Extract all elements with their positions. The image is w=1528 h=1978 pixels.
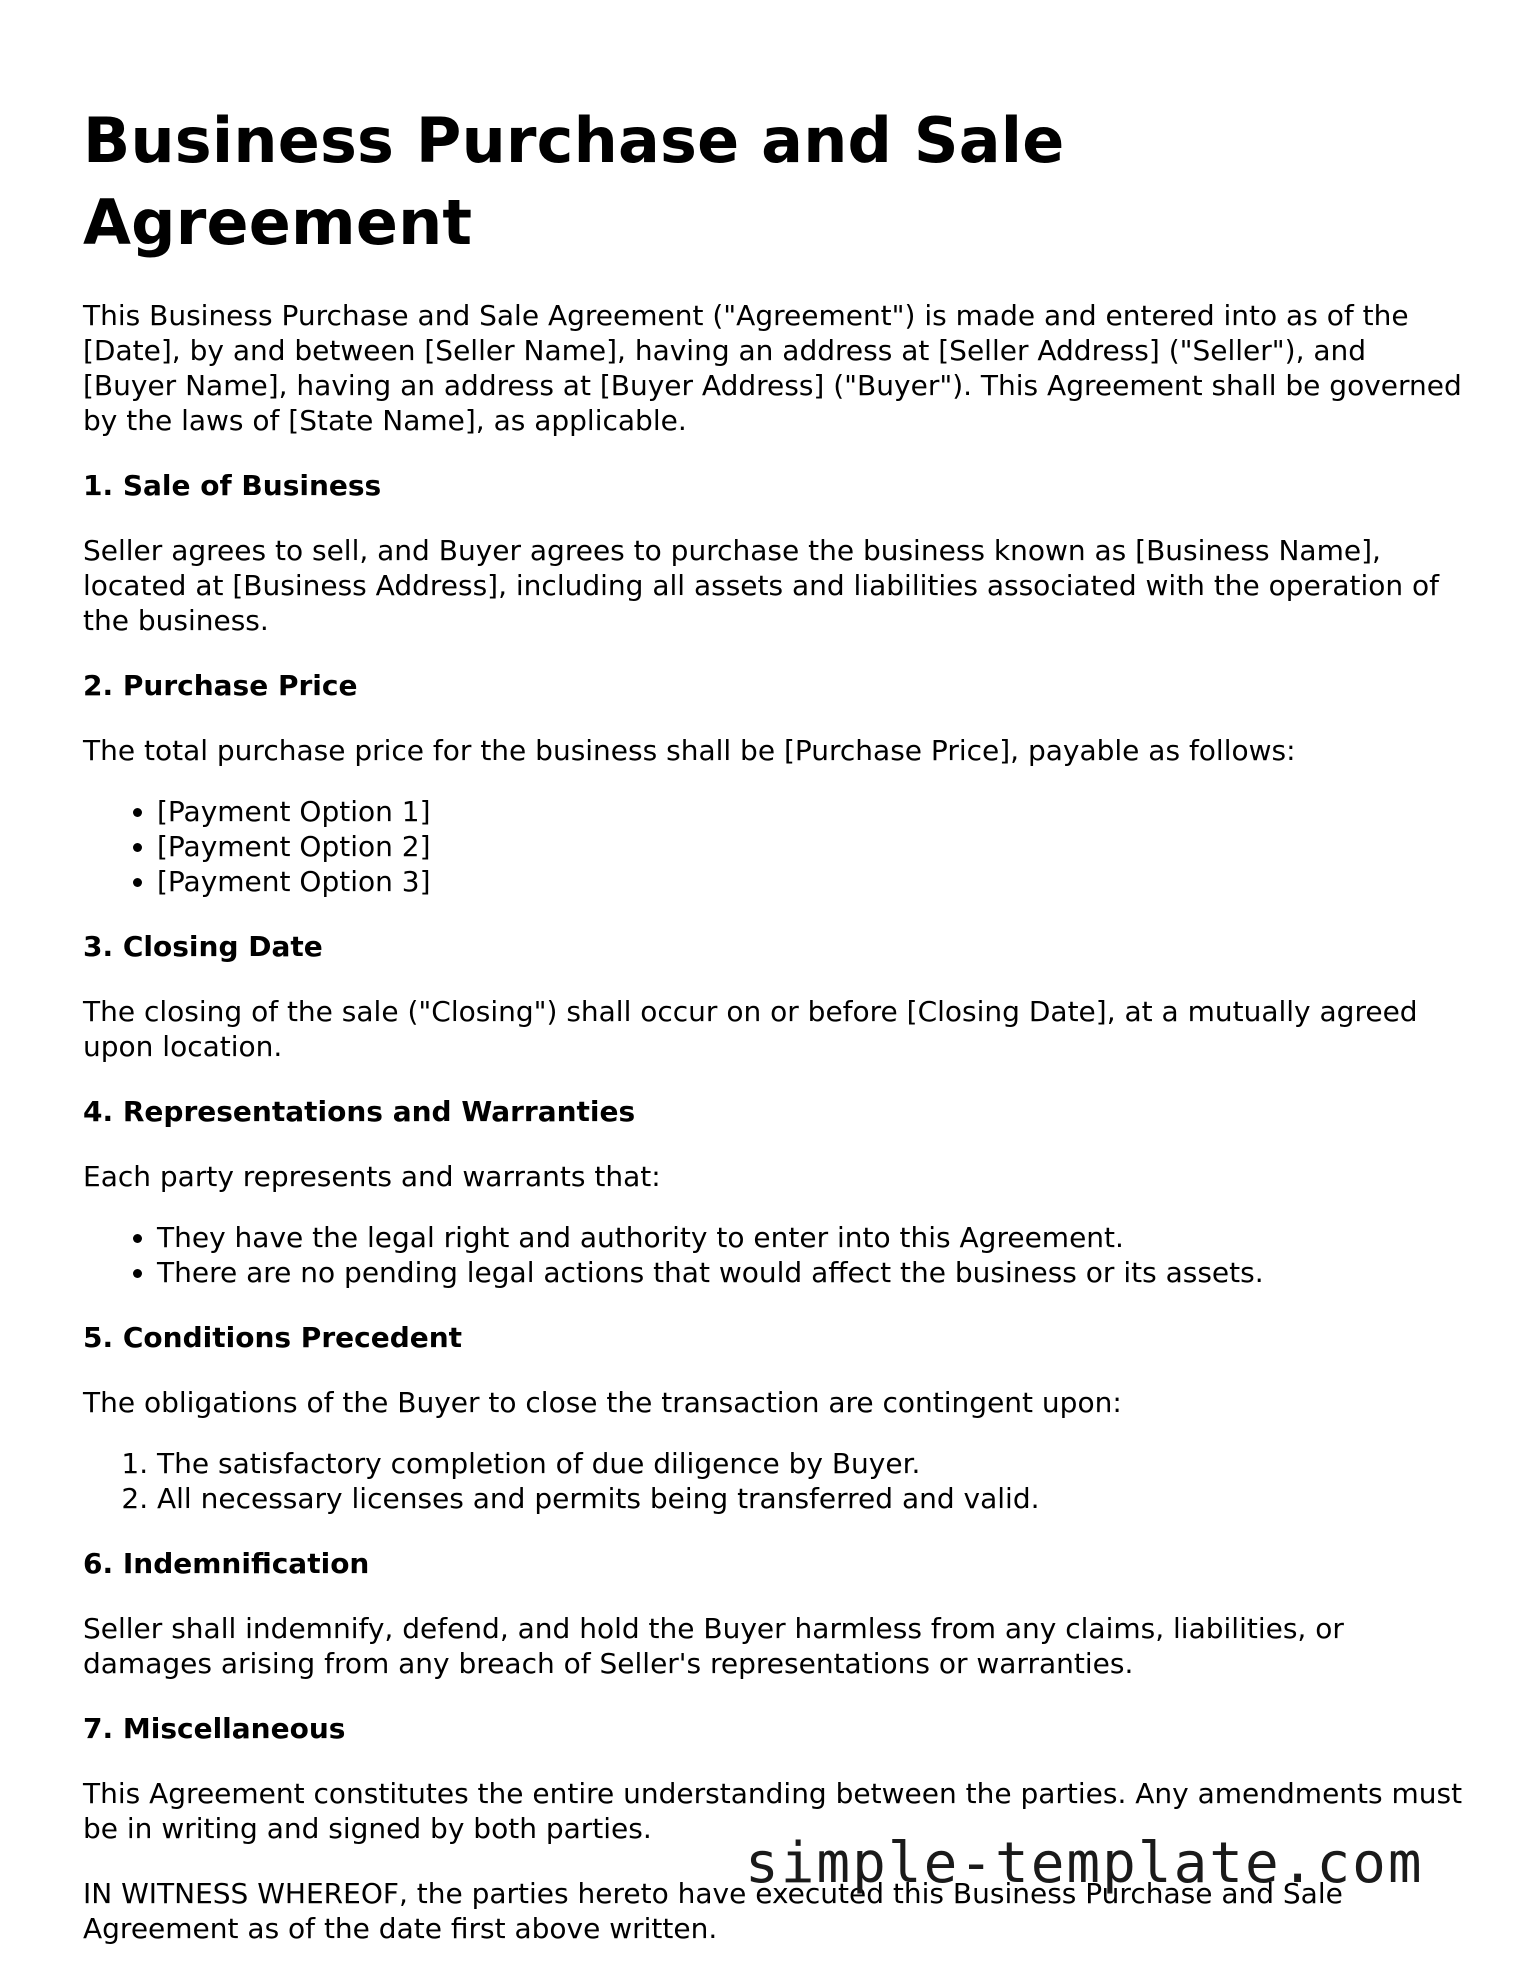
list-item: • [Payment Option 1] [157, 794, 1463, 829]
list-item: • There are no pending legal actions that would affect the business or its assets. [157, 1255, 1463, 1290]
section-text-conditions: The obligations of the Buyer to close the transaction are contingent upon: [83, 1386, 1122, 1419]
list-item: 2. All necessary licenses and permits being transferred and valid. [157, 1481, 1463, 1516]
section-heading-miscellaneous: 7. Miscellaneous [83, 1712, 346, 1745]
list-item: • They have the legal right and authority to enter into this Agreement. [157, 1220, 1463, 1255]
conditions-list [83, 1446, 1463, 1516]
list-item: • [Payment Option 3] [157, 864, 1463, 899]
document-title: Business Purchase and Sale Agreement [83, 104, 1065, 259]
document-page [83, 100, 1463, 1976]
section-heading-purchase-price: 2. Purchase Price [83, 669, 358, 702]
list-item: 1. The satisfactory completion of due diligence by Buyer. [157, 1446, 1463, 1481]
section-heading-sale-of-business: 1. Sale of Business [83, 469, 382, 502]
watermark-text: simple-template.com [745, 1831, 1424, 1896]
section-text-closing-date: The closing of the sale ("Closing") shall occur on or before [Closing Date], at a mutually agreed upon location. [83, 995, 1418, 1063]
section-heading-closing-date: 3. Closing Date [83, 930, 323, 963]
section-heading-indemnification: 6. Indemnification [83, 1547, 370, 1580]
section-heading-conditions: 5. Conditions Precedent [83, 1321, 463, 1354]
section-text-purchase-price: The total purchase price for the business shall be [Purchase Price], payable as follows: [83, 734, 1296, 767]
section-heading-representations: 4. Representations and Warranties [83, 1095, 636, 1128]
section-text-sale-of-business: Seller agrees to sell, and Buyer agrees to purchase the business known as [Business Name], located at [Business Address], including all assets and liabilities associated with the operation of the business. [83, 534, 1440, 637]
section-text-miscellaneous: This Agreement constitutes the entire understanding between the parties. Any amendments must be in writing and signed by both parties. [83, 1777, 1463, 1845]
witness-paragraph: IN WITNESS WHEREOF, the parties hereto have executed this Business Purchase and Sale Agreement as of the date first above written. [83, 1877, 1343, 1945]
section-text-representations: Each party represents and warrants that: [83, 1160, 661, 1193]
payment-options-list [83, 794, 1463, 899]
intro-paragraph: This Business Purchase and Sale Agreement ("Agreement") is made and entered into as of the [Date], by and between [Seller Name], having an address at [Seller Address] ("Seller"), and [Buyer Name], having an address at [Buyer Address] ("Buyer"). This Agreement shall be governed by the laws of [State Name], as applicable. [83, 299, 1462, 437]
list-item: • [Payment Option 2] [157, 829, 1463, 864]
representations-list [83, 1220, 1463, 1290]
section-text-indemnification: Seller shall indemnify, defend, and hold the Buyer harmless from any claims, liabilities, or damages arising from any breach of Seller's representations or warranties. [83, 1612, 1344, 1680]
